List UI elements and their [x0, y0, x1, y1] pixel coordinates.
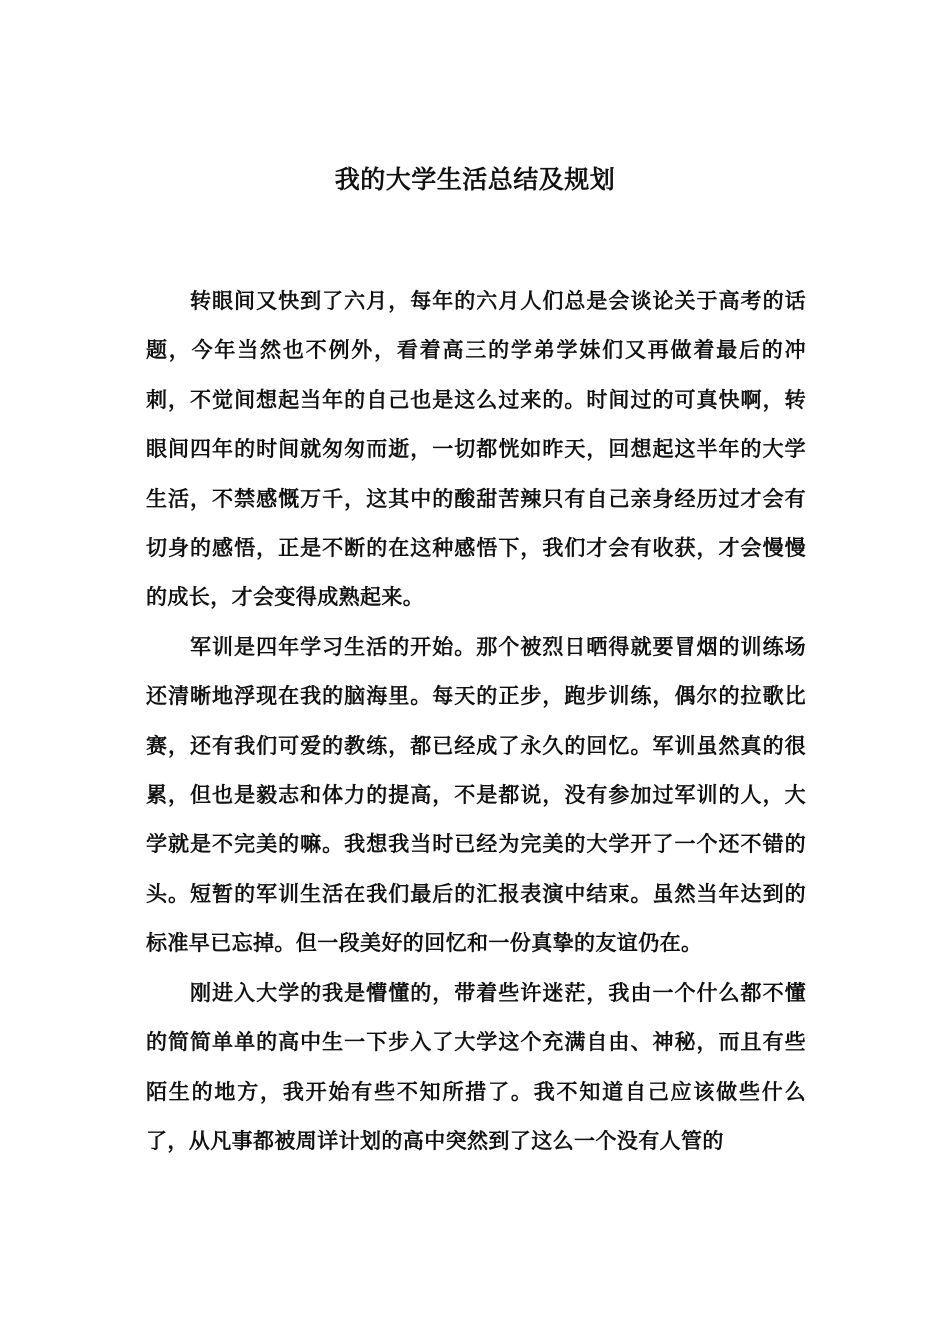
- paragraph-entering-university: 刚进入大学的我是懵懂的，带着些许迷茫，我由一个什么都不懂的简简单单的高中生一下步入了大学这个充满自由、神秘，而且有些陌生的地方，我开始有些不知所措了。我不知道自己应该做些什么了，从凡事都被周详计划的高中突然到了这么一个没有人管的: [146, 979, 806, 1153]
- document-body: [146, 276, 806, 1165]
- document-title: 我的大学生活总结及规划: [334, 165, 616, 194]
- paragraph-intro: 转眼间又快到了六月，每年的六月人们总是会谈论关于高考的话题，今年当然也不例外，看着高三的学弟学妹们又再做着最后的冲刺，不觉间想起当年的自己也是这么过来的。时间过的可真快啊，转眼间四年的时间就匆匆而逝，一切都恍如昨天，回想起这半年的大学生活，不禁感慨万千，这其中的酸甜苦辣只有自己亲身经历过才会有切身的感悟，正是不断的在这种感悟下，我们才会有收获，才会慢慢的成长，才会变得成熟起来。: [146, 288, 806, 610]
- paragraph-military-training: 军训是四年学习生活的开始。那个被烈日晒得就要冒烟的训练场还清晰地浮现在我的脑海里。每天的正步，跑步训练，偶尔的拉歌比赛，还有我们可爱的教练，都已经成了永久的回忆。军训虽然真的很累，但也是毅志和体力的提高，不是都说，没有参加过军训的人，大学就是不完美的嘛。我想我当时已经为完美的大学开了一个还不错的头。短暂的军训生活在我们最后的汇报表演中结束。虽然当年达到的标准早已忘掉。但一段美好的回忆和一份真挚的友谊仍在。: [146, 633, 806, 956]
